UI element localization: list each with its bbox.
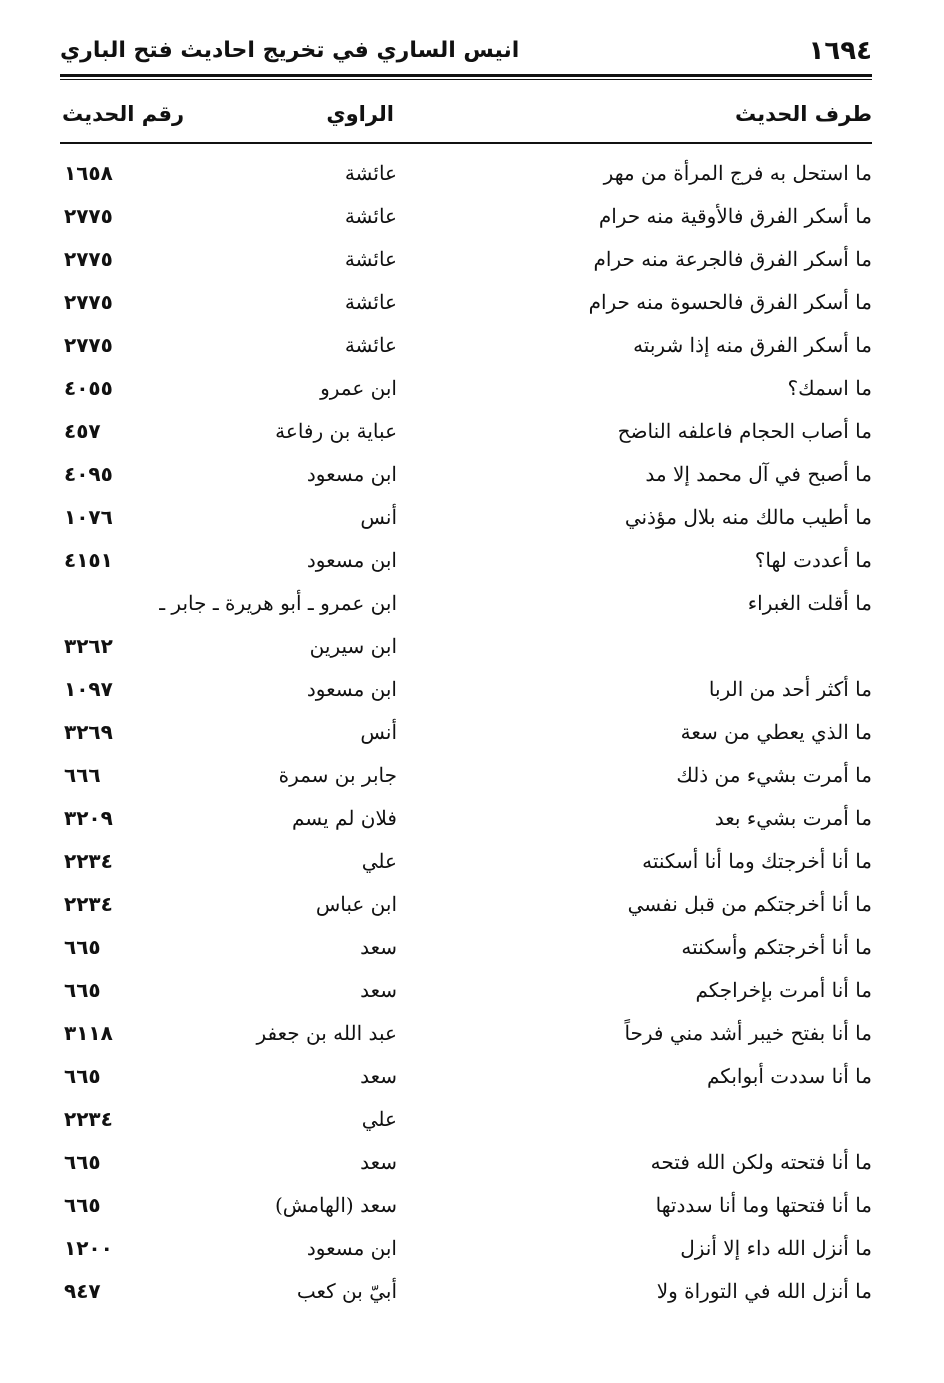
narrator-cell: عائشة — [344, 247, 397, 271]
table-row — [60, 582, 872, 625]
table-row — [60, 883, 872, 926]
table-row — [60, 410, 872, 453]
table-row — [60, 1098, 872, 1141]
hadith-cell: ما أنا أمرت بإخراجكم — [695, 978, 872, 1002]
narrator-cell: عائشة — [344, 204, 397, 228]
hadith-number-cell: ٢٧٧٥ — [64, 333, 113, 357]
table-row — [60, 1184, 872, 1227]
hadith-cell: ما أسكر الفرق فالجرعة منه حرام — [593, 247, 872, 271]
hadith-cell: ما أنا سددت أبوابكم — [706, 1064, 872, 1088]
hadith-number-cell: ١٠٧٦ — [64, 505, 113, 529]
narrator-cell: سعد — [360, 935, 397, 959]
page-number: ١٦٩٤ — [808, 36, 872, 66]
header-rule-thin — [60, 79, 872, 80]
running-head — [60, 34, 872, 70]
narrator-cell: ابن عباس — [315, 892, 397, 916]
table-row — [60, 797, 872, 840]
narrator-cell: أبيّ بن كعب — [296, 1279, 397, 1303]
narrator-cell: فلان لم يسم — [291, 806, 397, 830]
narrator-cell: ابن مسعود — [306, 677, 397, 701]
table-row — [60, 1227, 872, 1270]
hadith-number-cell: ٦٦٥ — [64, 1193, 101, 1217]
narrator-cell: جابر بن سمرة — [278, 763, 397, 787]
hadith-number-cell: ٦٦٥ — [64, 1064, 101, 1088]
hadith-number-cell: ٣٢٦٢ — [64, 634, 113, 658]
hadith-cell: ما أنا أخرجتك وما أنا أسكنته — [642, 849, 872, 873]
hadith-cell: ما اسمك؟ — [787, 376, 872, 400]
hadith-cell: ما أمرت بشيء بعد — [714, 806, 872, 830]
narrator-cell: عائشة — [344, 290, 397, 314]
hadith-cell: ما أصاب الحجام فاعلفه الناضح — [617, 419, 872, 443]
hadith-number-cell: ٢٧٧٥ — [64, 204, 113, 228]
table-row — [60, 324, 872, 367]
narrator-cell: أنس — [360, 720, 397, 744]
narrator-cell: عائشة — [344, 333, 397, 357]
table-row — [60, 754, 872, 797]
table-row — [60, 367, 872, 410]
narrator-cell: سعد (الهامش) — [274, 1193, 397, 1217]
narrator-cell: عائشة — [344, 161, 397, 185]
table-row — [60, 152, 872, 195]
narrator-cell: ابن مسعود — [306, 1236, 397, 1260]
table-row — [60, 1141, 872, 1184]
hadith-cell: ما أطيب مالك منه بلال مؤذني — [624, 505, 872, 529]
hadith-cell: ما أنزل الله داء إلا أنزل — [680, 1236, 872, 1260]
hadith-number-cell: ٤٠٩٥ — [64, 462, 113, 486]
table-row — [60, 668, 872, 711]
hadith-cell: ما أنزل الله في التوراة ولا — [656, 1279, 872, 1303]
column-header-narrator: الراوي — [326, 102, 394, 126]
hadith-number-cell: ٢٢٣٤ — [64, 892, 113, 916]
table-row — [60, 453, 872, 496]
hadith-number-cell: ٣٢٠٩ — [64, 806, 113, 830]
table-row — [60, 1012, 872, 1055]
header-rule-thick — [60, 74, 872, 77]
hadith-cell: ما الذي يعطي من سعة — [680, 720, 872, 744]
hadith-number-cell: ٦٦٥ — [64, 978, 101, 1002]
column-header-rule — [60, 142, 872, 144]
table-row — [60, 496, 872, 539]
column-header-number: رقم الحديث — [62, 102, 185, 126]
column-header-hadith: طرف الحديث — [734, 102, 872, 126]
table-row — [60, 840, 872, 883]
index-table — [60, 152, 872, 1313]
hadith-cell: ما أنا فتحتها وما أنا سددتها — [655, 1193, 872, 1217]
hadith-number-cell: ٦٦٥ — [64, 1150, 101, 1174]
hadith-number-cell: ٢٧٧٥ — [64, 247, 113, 271]
narrator-cell: سعد — [360, 1064, 397, 1088]
table-row — [60, 711, 872, 754]
hadith-number-cell: ٣١١٨ — [64, 1021, 113, 1045]
hadith-cell: ما أصبح في آل محمد إلا مد — [645, 462, 872, 486]
hadith-number-cell: ٤٠٥٥ — [64, 376, 113, 400]
table-row — [60, 969, 872, 1012]
table-row — [60, 1055, 872, 1098]
hadith-cell: ما استحل به فرج المرأة من مهر — [603, 161, 872, 185]
hadith-cell: ما أعددت لها؟ — [754, 548, 872, 572]
book-title: انيس الساري في تخريج احاديث فتح الباري — [60, 38, 520, 63]
narrator-cell: ابن عمرو ـ أبو هريرة ـ جابر ـ — [159, 591, 397, 615]
table-row — [60, 1270, 872, 1313]
table-row — [60, 926, 872, 969]
hadith-number-cell: ٩٤٧ — [64, 1279, 101, 1303]
hadith-number-cell: ٣٢٦٩ — [64, 720, 113, 744]
hadith-cell: ما أكثر أحد من الربا — [708, 677, 872, 701]
hadith-cell: ما أنا أخرجتكم وأسكنته — [681, 935, 872, 959]
table-row — [60, 195, 872, 238]
hadith-number-cell: ٢٢٣٤ — [64, 849, 113, 873]
narrator-cell: عباية بن رفاعة — [275, 419, 397, 443]
table-row — [60, 238, 872, 281]
narrator-cell: ابن مسعود — [306, 462, 397, 486]
hadith-number-cell: ٢٧٧٥ — [64, 290, 113, 314]
hadith-cell: ما أقلت الغبراء — [747, 591, 872, 615]
narrator-cell: سعد — [360, 1150, 397, 1174]
hadith-cell: ما أمرت بشيء من ذلك — [676, 763, 872, 787]
hadith-cell: ما أنا بفتح خيبر أشد مني فرحاً — [624, 1021, 872, 1045]
hadith-number-cell: ٤١٥١ — [64, 548, 113, 572]
narrator-cell: ابن سيرين — [309, 634, 397, 658]
hadith-cell: ما أسكر الفرق منه إذا شربته — [633, 333, 872, 357]
hadith-number-cell: ٦٦٦ — [64, 763, 101, 787]
table-row — [60, 625, 872, 668]
narrator-cell: عبد الله بن جعفر — [256, 1021, 397, 1045]
narrator-cell: ابن مسعود — [306, 548, 397, 572]
hadith-number-cell: ١٠٩٧ — [64, 677, 113, 701]
hadith-cell: ما أسكر الفرق فالأوقية منه حرام — [598, 204, 872, 228]
narrator-cell: ابن عمرو — [320, 376, 397, 400]
table-row — [60, 539, 872, 582]
hadith-number-cell: ٢٢٣٤ — [64, 1107, 113, 1131]
narrator-cell: أنس — [360, 505, 397, 529]
hadith-number-cell: ١٢٠٠ — [64, 1236, 113, 1260]
narrator-cell: علي — [361, 1107, 397, 1131]
hadith-number-cell: ١٦٥٨ — [64, 161, 113, 185]
hadith-number-cell: ٦٦٥ — [64, 935, 101, 959]
hadith-cell: ما أنا أخرجتكم من قبل نفسي — [627, 892, 872, 916]
hadith-number-cell: ٤٥٧ — [64, 419, 101, 443]
narrator-cell: سعد — [360, 978, 397, 1002]
hadith-cell: ما أنا فتحته ولكن الله فتحه — [650, 1150, 872, 1174]
hadith-cell: ما أسكر الفرق فالحسوة منه حرام — [588, 290, 872, 314]
narrator-cell: علي — [361, 849, 397, 873]
table-row — [60, 281, 872, 324]
